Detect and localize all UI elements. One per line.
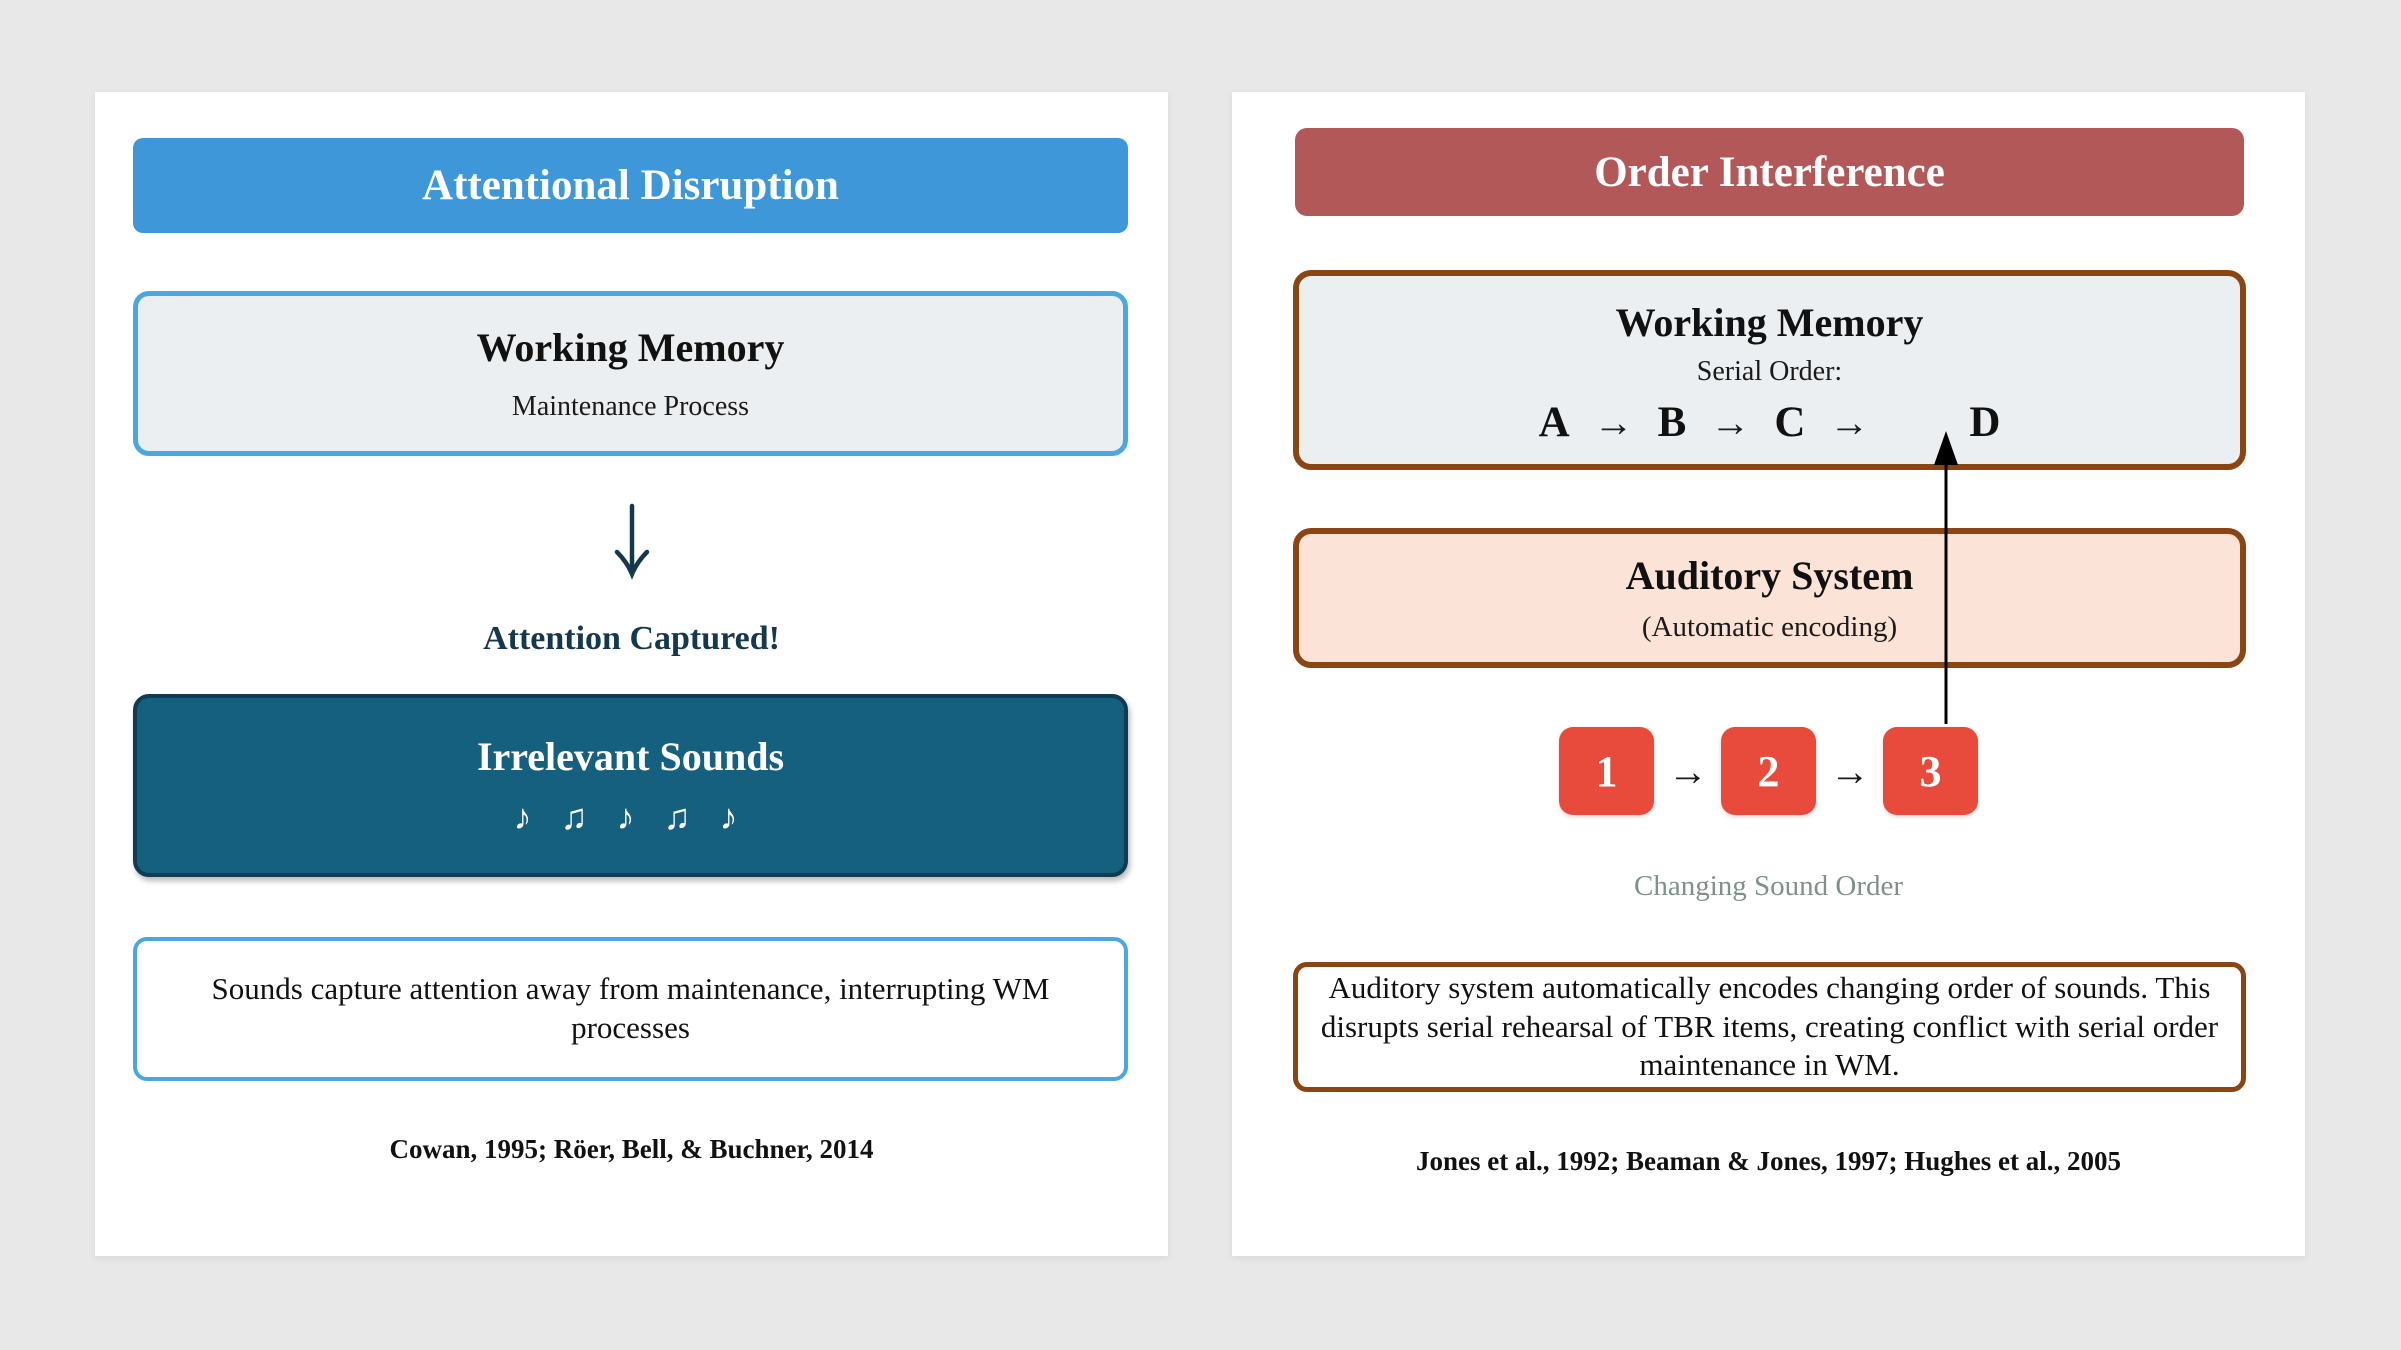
- irrelevant-sounds-box: [133, 694, 1128, 877]
- sound-chip-1: [1559, 727, 1654, 815]
- auditory-system-box: [1293, 528, 2246, 668]
- right-arrow-icon: →: [1830, 748, 1870, 794]
- citation-left: Cowan, 1995; Röer, Bell, & Buchner, 2014: [389, 1134, 874, 1164]
- explanation-text-right: Auditory system automatically encodes changing order of sounds. This disrupts serial rehearsal of TBR items, creating conflict with serial order maintenance in WM.: [1320, 969, 2219, 1083]
- down-arrow-container: [95, 502, 1168, 584]
- order-interference-panel: [1232, 92, 2305, 1256]
- explanation-text-left: Sounds capture attention away from maintenance, interrupting WM processes: [211, 971, 1050, 1045]
- serial-order-label: Serial Order:: [1696, 356, 1843, 387]
- explanation-box-right: [1293, 962, 2246, 1092]
- sequence-item-a: A: [1538, 399, 1570, 446]
- sound-chip-3-label: 3: [1919, 746, 1942, 796]
- sequence-item-d: D: [1969, 399, 2001, 446]
- sound-order-chips: [1232, 727, 2305, 815]
- panel-header-attentional-disruption: [133, 138, 1128, 233]
- right-arrow-icon: →: [1593, 400, 1634, 445]
- citation-right: Jones et al., 1992; Beaman & Jones, 1997; Hughes et al., 2005: [1416, 1146, 2121, 1176]
- explanation-box-left: [133, 937, 1128, 1081]
- sequence-item-c: C: [1774, 399, 1806, 446]
- right-arrow-icon: →: [1829, 400, 1870, 445]
- working-memory-title: Working Memory: [476, 325, 785, 370]
- right-arrow-icon: →: [1668, 748, 1708, 794]
- automatic-encoding-label: (Automatic encoding): [1641, 611, 1898, 643]
- attention-captured-caption: Attention Captured!: [483, 620, 780, 657]
- auditory-system-title: Auditory System: [1625, 553, 1914, 598]
- sound-chip-2: [1721, 727, 1816, 815]
- panel-header-label: Attentional Disruption: [422, 162, 839, 209]
- music-notes-icon: ♪ ♫ ♪ ♫ ♪: [513, 797, 748, 837]
- sequence-item-b: B: [1657, 399, 1687, 446]
- down-arrow-icon: [612, 502, 652, 584]
- maintenance-process-label: Maintenance Process: [511, 391, 750, 422]
- right-arrow-icon: →: [1710, 400, 1751, 445]
- working-memory-title: Working Memory: [1615, 300, 1924, 345]
- working-memory-box-left: [133, 291, 1128, 456]
- working-memory-box-right: [1293, 270, 2246, 470]
- changing-sound-order-caption: Changing Sound Order: [1633, 870, 1904, 902]
- sound-chip-1-label: 1: [1595, 746, 1618, 796]
- serial-order-sequence: [1539, 398, 2001, 447]
- irrelevant-sounds-title: Irrelevant Sounds: [476, 734, 785, 779]
- panel-header-order-interference: [1295, 128, 2244, 216]
- sound-chip-2-label: 2: [1757, 746, 1780, 796]
- panel-header-label: Order Interference: [1594, 148, 1945, 196]
- attentional-disruption-panel: [95, 92, 1168, 1256]
- sound-chip-3: [1883, 727, 1978, 815]
